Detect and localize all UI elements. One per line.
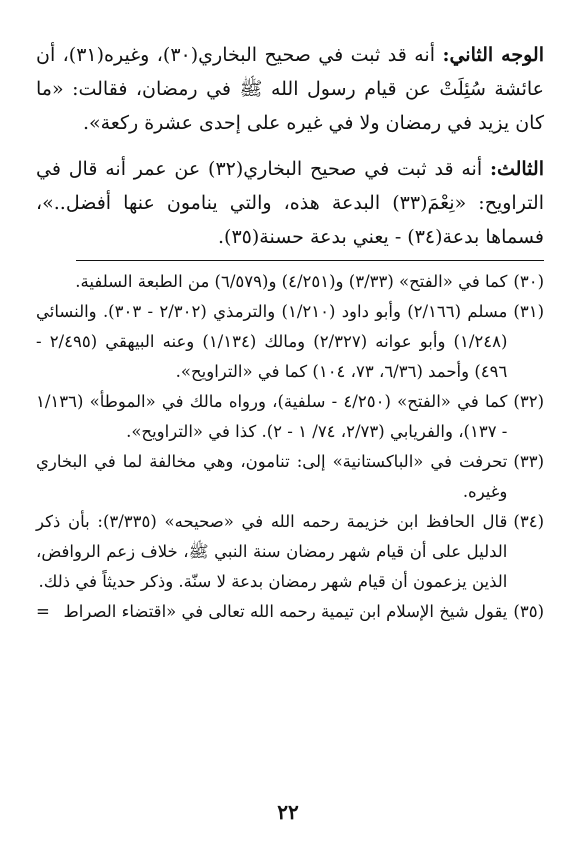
footnote-text: مسلم (٢/١٦٦) وأبو داود (١/٢١٠) والترمذي (٢/٣٠٢ - ٣٠٣). والنسائي (١/٢٤٨) وأبو عوانه (٢/٣٢٧) ومالك (١/١٣٤) وعنه البيهقي (٢/٤٩٥ - ٤٩٦) وأحمد (٦/٣٦، ٧٣، ١٠٤) كما في «التراويح». xyxy=(36,302,508,381)
footnote-text: قال الحافظ ابن خزيمة رحمه الله في «صحيحه» (٣/٣٣٥): بأن ذكر الدليل على أن قيام شهر رمضان سنة النبي ﷺ، خلاف زعم الروافض، الذين يزعمون أن قيام شهر رمضان بدعة لا سنّة. وذكر حديثاً في ذلك. xyxy=(36,512,508,591)
footnote-divider xyxy=(76,260,544,261)
paragraph-second-aspect xyxy=(36,38,544,140)
page-number: ٢٢ xyxy=(277,800,299,824)
paragraph-lead: الوجه الثاني: xyxy=(442,44,544,66)
footnote-number: (٣٣) xyxy=(513,452,544,471)
footnote-text: كما في «الفتح» (٤/٢٥٠ - سلفية)، ورواه مالك في «الموطأ» (١/١٣٦ - ١٣٧)، والفريابي (٢/٧٣، ٧٤/ ١ - ٢). كذا في «التراويح». xyxy=(36,392,508,441)
main-text xyxy=(36,38,544,254)
footnote-32 xyxy=(36,387,544,447)
footnote-31 xyxy=(36,297,544,387)
footnote-text: يقول شيخ الإسلام ابن تيمية رحمه الله تعالى في «اقتضاء الصراط xyxy=(63,602,508,621)
footnote-number: (٣١) xyxy=(513,302,544,321)
paragraph-text: أنه قد ثبت في صحيح البخاري(٣٢) عن عمر أنه قال في التراويح: «نِعْمَ(٣٣) البدعة هذه، والتي ينامون عنها أفضل..»، فسماها بدعة(٣٤) - يعني بدعة حسنة(٣٥). xyxy=(36,158,544,248)
footnote-text: كما في «الفتح» (٣/٣٣) و(٤/٢٥١) و(٦/٥٧٩) من الطبعة السلفية. xyxy=(75,272,508,291)
footnote-number: (٣٢) xyxy=(513,392,544,411)
footnote-33 xyxy=(36,447,544,507)
footnote-text: تحرفت في «الباكستانية» إلى: تنامون، وهي مخالفة لما في البخاري وغيره. xyxy=(36,452,508,501)
paragraph-text: أنه قد ثبت في صحيح البخاري(٣٠)، وغيره(٣١)، أن عائشة سُئِلَتْ عن قيام رسول الله ﷺ في رمضان، فقالت: «ما كان يزيد في رمضان ولا في غيره على إحدى عشرة ركعة». xyxy=(36,44,544,134)
footnote-number: (٣٠) xyxy=(513,272,544,291)
footnote-number: (٣٥) xyxy=(513,602,544,621)
paragraph-lead: الثالث: xyxy=(489,158,544,180)
footnote-34 xyxy=(36,507,544,597)
footnote-number: (٣٤) xyxy=(513,512,544,531)
footnotes xyxy=(36,267,544,627)
paragraph-third-aspect xyxy=(36,152,544,254)
footnote-35 xyxy=(36,597,544,627)
continuation-mark: = xyxy=(36,602,50,621)
footnote-30 xyxy=(36,267,544,297)
